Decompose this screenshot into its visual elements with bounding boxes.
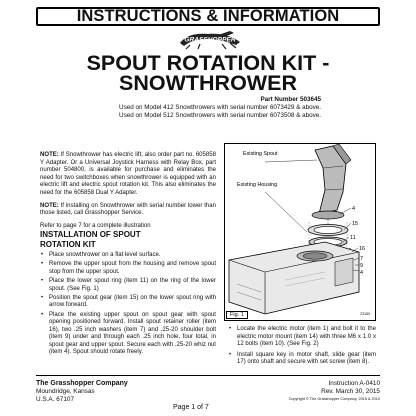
note-text: If installing on Snowthrower with serial number lower than those listed, call Grasshopper Service. xyxy=(40,202,216,217)
step-item: • Place snowthrower on a flat level surface. xyxy=(49,252,216,260)
grasshopper-logo xyxy=(178,30,242,50)
step-item: • Position the spout gear (item 15) on the lower spout ring with arrow forward. xyxy=(49,295,216,310)
section-heading-line1: INSTALLATION OF SPOUT xyxy=(40,230,141,240)
copyright-text: Copyright © The Grasshopper Company, 2015 & 2010 xyxy=(288,397,380,401)
company-city: Moundridge, Kansas xyxy=(36,388,95,395)
model-line-512: Used on Model 512 Snowthrowers with serial number 6073508 & above. xyxy=(119,112,321,119)
section-heading xyxy=(40,230,216,249)
figure-label: Fig. 1 xyxy=(226,311,248,320)
company-name: The Grasshopper Company xyxy=(36,380,128,387)
installation-steps-continued xyxy=(228,326,376,367)
callout-16: 16 xyxy=(359,246,365,252)
footer-company-block xyxy=(36,380,128,404)
refer-text: Refer to page 7 for a complete illustration xyxy=(40,222,151,229)
note-label: NOTE: xyxy=(40,202,59,209)
callout-11: 11 xyxy=(350,235,356,241)
right-column xyxy=(228,326,376,370)
part-info xyxy=(119,96,321,120)
figure-code: Z3189 xyxy=(360,312,370,316)
step-item: • Install square key in motor shaft, slide gear (item 17) onto shaft and secure with set screw (item 8). xyxy=(237,352,376,367)
callout-15: 15 xyxy=(352,221,358,227)
document-title-line2: SNOWTHROWER xyxy=(119,71,297,95)
instructions-banner xyxy=(36,7,380,26)
part-number: Part Number 503645 xyxy=(260,96,321,103)
step-item: • Place the lower spout ring (item 11) on the ring of the lower spout. (See Fig. 1) xyxy=(49,278,216,293)
step-item: • Place the existing upper spout on spout gear with spout opening positioned forward. Install spout retainer roller (item 16), two .25 inch washers (item 7) and .25-20 shoulder bolt (item 9) under and through each .25 inch hole, four total, in spout gear and upper spout. Secure each with .25-20 whiz nut (item 4). Spout should rotate freely. xyxy=(49,312,216,358)
figure-1 xyxy=(224,143,376,321)
left-column xyxy=(40,152,216,359)
note-label: NOTE: xyxy=(40,152,59,158)
note-serial-number xyxy=(40,203,216,218)
document-title-line1: SPOUT ROTATION KIT - xyxy=(86,51,330,75)
label-existing-spout: Existing Spout xyxy=(243,151,278,157)
banner-text: INSTRUCTIONS & INFORMATION xyxy=(76,7,340,25)
callout-4: 4 xyxy=(352,206,355,212)
callout-9: 9 xyxy=(360,263,363,269)
step-item: • Locate the electric motor (item 1) and bolt it to the electric motor mount (item 14) with three M6 x 1.0 x 12 bolts (item 10). (See Fig. 2) xyxy=(237,326,376,349)
page-number: Page 1 of 7 xyxy=(173,404,209,411)
footer-doc-info xyxy=(289,380,380,402)
svg-text:Existing Spout Existin xyxy=(237,151,279,188)
footer-divider xyxy=(36,375,380,376)
callout-7: 7 xyxy=(360,256,363,262)
revision-date: Rev. March 30, 2015 xyxy=(321,388,380,395)
section-heading-line2: ROTATION KIT xyxy=(40,239,96,249)
callout-4b: 4 xyxy=(360,270,363,276)
step-item: • Remove the upper spout from the housing and remove spout stop from the upper spout. xyxy=(49,261,216,276)
note-text: If Snowthrower has electric lift, also order part no. 605858 Y Adapter. Or a Universal Joystick Harness with Relay Box, part number 504800, is available for purchase and eliminates the need for two switchboxes when snowthrower is equipped with an electric lift and electric spout rotation kit. This also eliminates the need for the 605858 Dual Y Adapter. xyxy=(40,152,216,196)
note-electric-lift xyxy=(40,152,216,198)
model-line-412: Used on Model 412 Snowthrowers with serial number 6073429 & above. xyxy=(119,104,321,111)
spout-assembly-diagram xyxy=(225,144,375,320)
logo-lettering: GRASSHOPPER xyxy=(184,36,236,44)
label-existing-housing: Existing Housing xyxy=(237,182,278,188)
installation-steps xyxy=(40,252,216,357)
instruction-number: Instruction A-0410 xyxy=(328,380,380,387)
company-zip: U.S.A. 67107 xyxy=(36,396,75,403)
